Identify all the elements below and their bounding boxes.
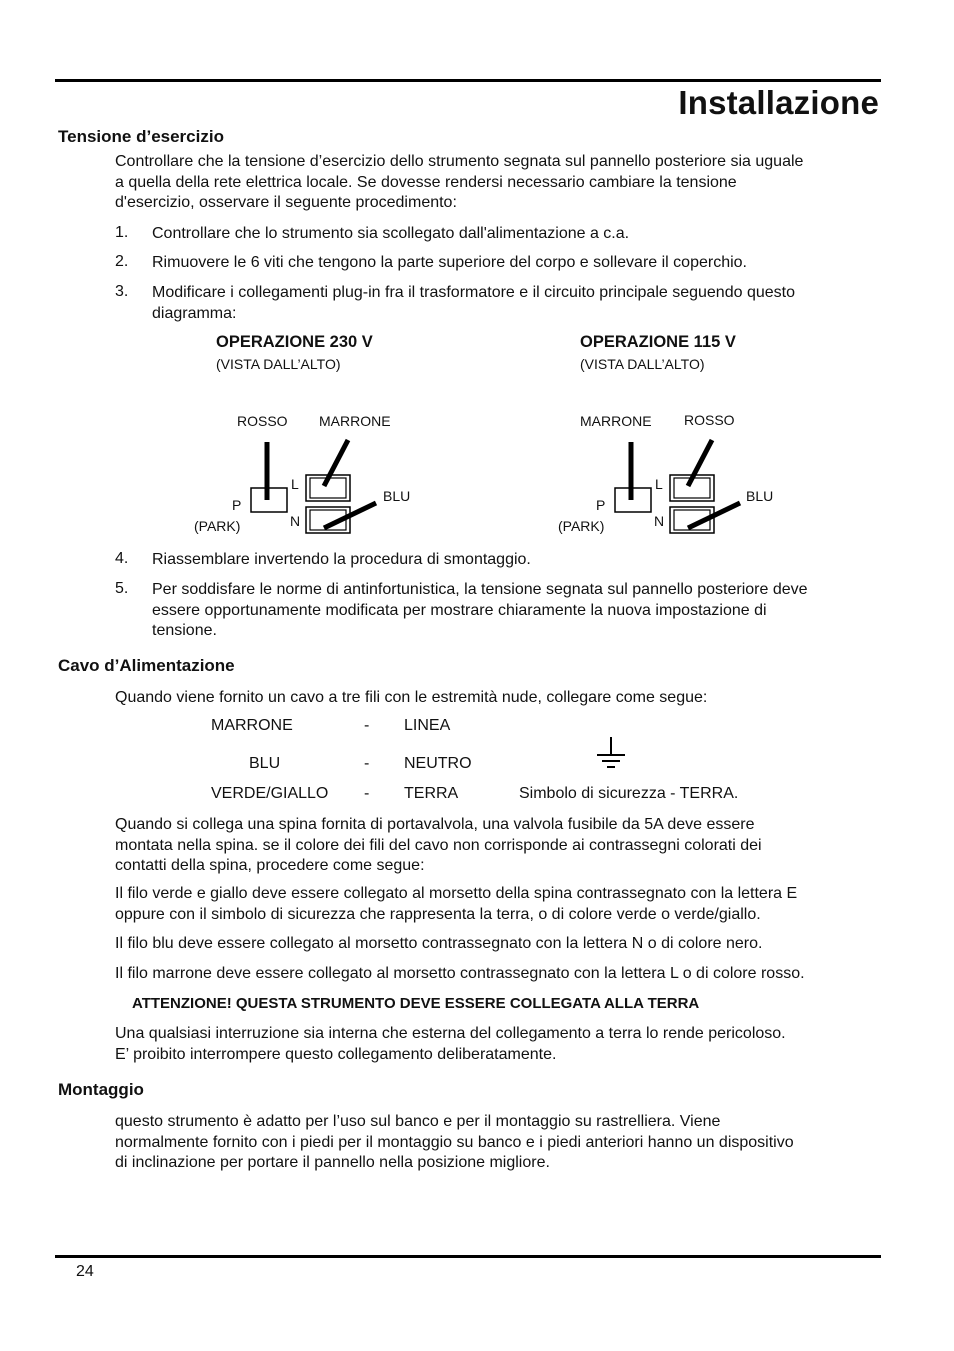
diagram-230-blu-label: BLU bbox=[383, 488, 411, 504]
wiring-color: MARRONE bbox=[211, 717, 293, 734]
diagram-230-n-label: N bbox=[290, 513, 301, 529]
wiring-color: VERDE/GIALLO bbox=[211, 785, 329, 802]
text-line: diagramma: bbox=[152, 304, 237, 322]
text-line: oppure con il simbolo di sicurezza che rappresenta la terra, o di colore verde o verde/giallo. bbox=[115, 905, 761, 923]
text-line: d'esercizio, osservare il seguente procedimento: bbox=[115, 194, 457, 211]
text-line: tensione. bbox=[152, 622, 217, 639]
step-text bbox=[152, 580, 882, 642]
earth-warning: ATTENZIONE! QUESTA STRUMENTO DEVE ESSERE COLLEGATA ALLA TERRA bbox=[132, 995, 700, 1012]
step-number: 2. bbox=[115, 253, 129, 270]
diagram-230-subtitle: (VISTA DALL’ALTO) bbox=[216, 356, 341, 372]
wiring-color: BLU bbox=[249, 755, 281, 772]
text-line: Modificare i collegamenti plug-in fra il trasformatore e il circuito principale seguendo questo bbox=[152, 284, 795, 301]
text-line: Una qualsiasi interruzione sia interna che esterna del collegamento a terra lo rende pericoloso. bbox=[115, 1025, 786, 1042]
text-line: contatti della spina, procedere come segue: bbox=[115, 857, 425, 874]
text-line: normalmente fornito con i piedi per il montaggio su banco e i piedi anteriori hanno un dispositivo bbox=[115, 1133, 794, 1151]
wiring-function: NEUTRO bbox=[404, 755, 472, 772]
diagram-115-blu-label: BLU bbox=[746, 488, 774, 504]
plug-paragraph bbox=[115, 815, 885, 877]
diagram-230-title: OPERAZIONE 230 V bbox=[216, 333, 373, 351]
brown-wire-paragraph: Il filo marrone deve essere collegato al morsetto contrassegnato con la lettera L o di colore rosso. bbox=[115, 965, 805, 982]
text-line: essere opportunamente modificata per mostrare chiaramente la nuova impostazione di bbox=[152, 601, 767, 619]
green-yellow-paragraph bbox=[115, 884, 885, 925]
diagram-115-p-label: P bbox=[596, 497, 606, 513]
montaggio-paragraph bbox=[115, 1112, 885, 1174]
diagram-115-wiring bbox=[604, 430, 754, 540]
bottom-rule bbox=[55, 1255, 881, 1258]
step-text bbox=[152, 550, 882, 571]
diagram-230-wire-left-label: ROSSO bbox=[237, 413, 288, 429]
earth-caption: Simbolo di sicurezza - TERRA. bbox=[519, 785, 739, 802]
diagram-230-l-label: L bbox=[291, 476, 299, 492]
text-line: Controllare che la tensione d’esercizio dello strumento segnata sul pannello posteriore sia uguale bbox=[115, 153, 804, 170]
section-heading-cavo: Cavo d’Alimentazione bbox=[58, 656, 235, 675]
wiring-function: TERRA bbox=[404, 785, 459, 802]
blue-wire-paragraph: Il filo blu deve essere collegato al morsetto contrassegnato con la lettera N o di colore nero. bbox=[115, 935, 763, 952]
wiring-dash: - bbox=[364, 785, 370, 802]
step-text bbox=[152, 283, 882, 324]
top-rule bbox=[55, 79, 881, 82]
text-line: E’ proibito interrompere questo collegamento deliberatamente. bbox=[115, 1045, 557, 1063]
diagram-230-park-label: (PARK) bbox=[194, 518, 241, 534]
text-line: di inclinazione per portare il pannello nella posizione migliore. bbox=[115, 1154, 550, 1171]
section-heading-montaggio: Montaggio bbox=[58, 1080, 144, 1099]
diagram-115-title: OPERAZIONE 115 V bbox=[580, 333, 736, 351]
wire-rosso bbox=[688, 440, 712, 486]
text-line: montata nella spina. se il colore dei fili del cavo non corrisponde ai contrassegni colorati dei bbox=[115, 836, 762, 854]
section-heading-tensione: Tensione d’esercizio bbox=[58, 127, 224, 146]
text-line: a quella della rete elettrica locale. Se dovesse rendersi necessario cambiare la tensione bbox=[115, 173, 737, 191]
diagram-115-n-label: N bbox=[654, 513, 665, 529]
diagram-115-subtitle: (VISTA DALL’ALTO) bbox=[580, 356, 705, 372]
text-line: Il filo verde e giallo deve essere collegato al morsetto della spina contrassegnato con la lettera E bbox=[115, 885, 798, 902]
page-title: Installazione bbox=[678, 84, 879, 121]
text-line: Per soddisfare le norme di antinfortunistica, la tensione segnata sul pannello posteriore deve bbox=[152, 581, 808, 598]
step-number: 4. bbox=[115, 550, 129, 567]
text-line: Controllare che lo strumento sia scollegato dall'alimentazione a c.a. bbox=[152, 225, 630, 242]
step-number: 5. bbox=[115, 580, 129, 597]
danger-paragraph bbox=[115, 1024, 885, 1065]
wiring-dash: - bbox=[364, 717, 370, 734]
page-number: 24 bbox=[76, 1263, 94, 1280]
tensione-intro bbox=[115, 152, 885, 214]
diagram-115-wire-right-label: ROSSO bbox=[684, 412, 735, 428]
text-line: questo strumento è adatto per l’uso sul banco e per il montaggio su rastrelliera. Viene bbox=[115, 1113, 721, 1130]
diagram-230-wiring bbox=[240, 430, 390, 540]
step-number: 3. bbox=[115, 283, 129, 300]
text-line: Riassemblare invertendo la procedura di smontaggio. bbox=[152, 551, 531, 568]
diagram-115-park-label: (PARK) bbox=[558, 518, 605, 534]
text-line: Quando si collega una spina fornita di portavalvola, una valvola fusibile da 5A deve essere bbox=[115, 816, 755, 833]
step-text bbox=[152, 253, 882, 274]
diagram-230-p-label: P bbox=[232, 497, 242, 513]
wiring-function: LINEA bbox=[404, 717, 451, 734]
text-line: Rimuovere le 6 viti che tengono la parte superiore del corpo e sollevare il coperchio. bbox=[152, 254, 747, 271]
wire-marrone bbox=[324, 440, 348, 486]
earth-ground-icon bbox=[594, 736, 628, 772]
wiring-dash: - bbox=[364, 755, 370, 772]
diagram-230-wire-right-label: MARRONE bbox=[319, 413, 391, 429]
cavo-intro: Quando viene fornito un cavo a tre fili con le estremità nude, collegare come segue: bbox=[115, 689, 708, 706]
step-number: 1. bbox=[115, 224, 129, 241]
diagram-115-wire-left-label: MARRONE bbox=[580, 413, 652, 429]
diagram-115-l-label: L bbox=[655, 476, 663, 492]
step-text bbox=[152, 224, 882, 245]
